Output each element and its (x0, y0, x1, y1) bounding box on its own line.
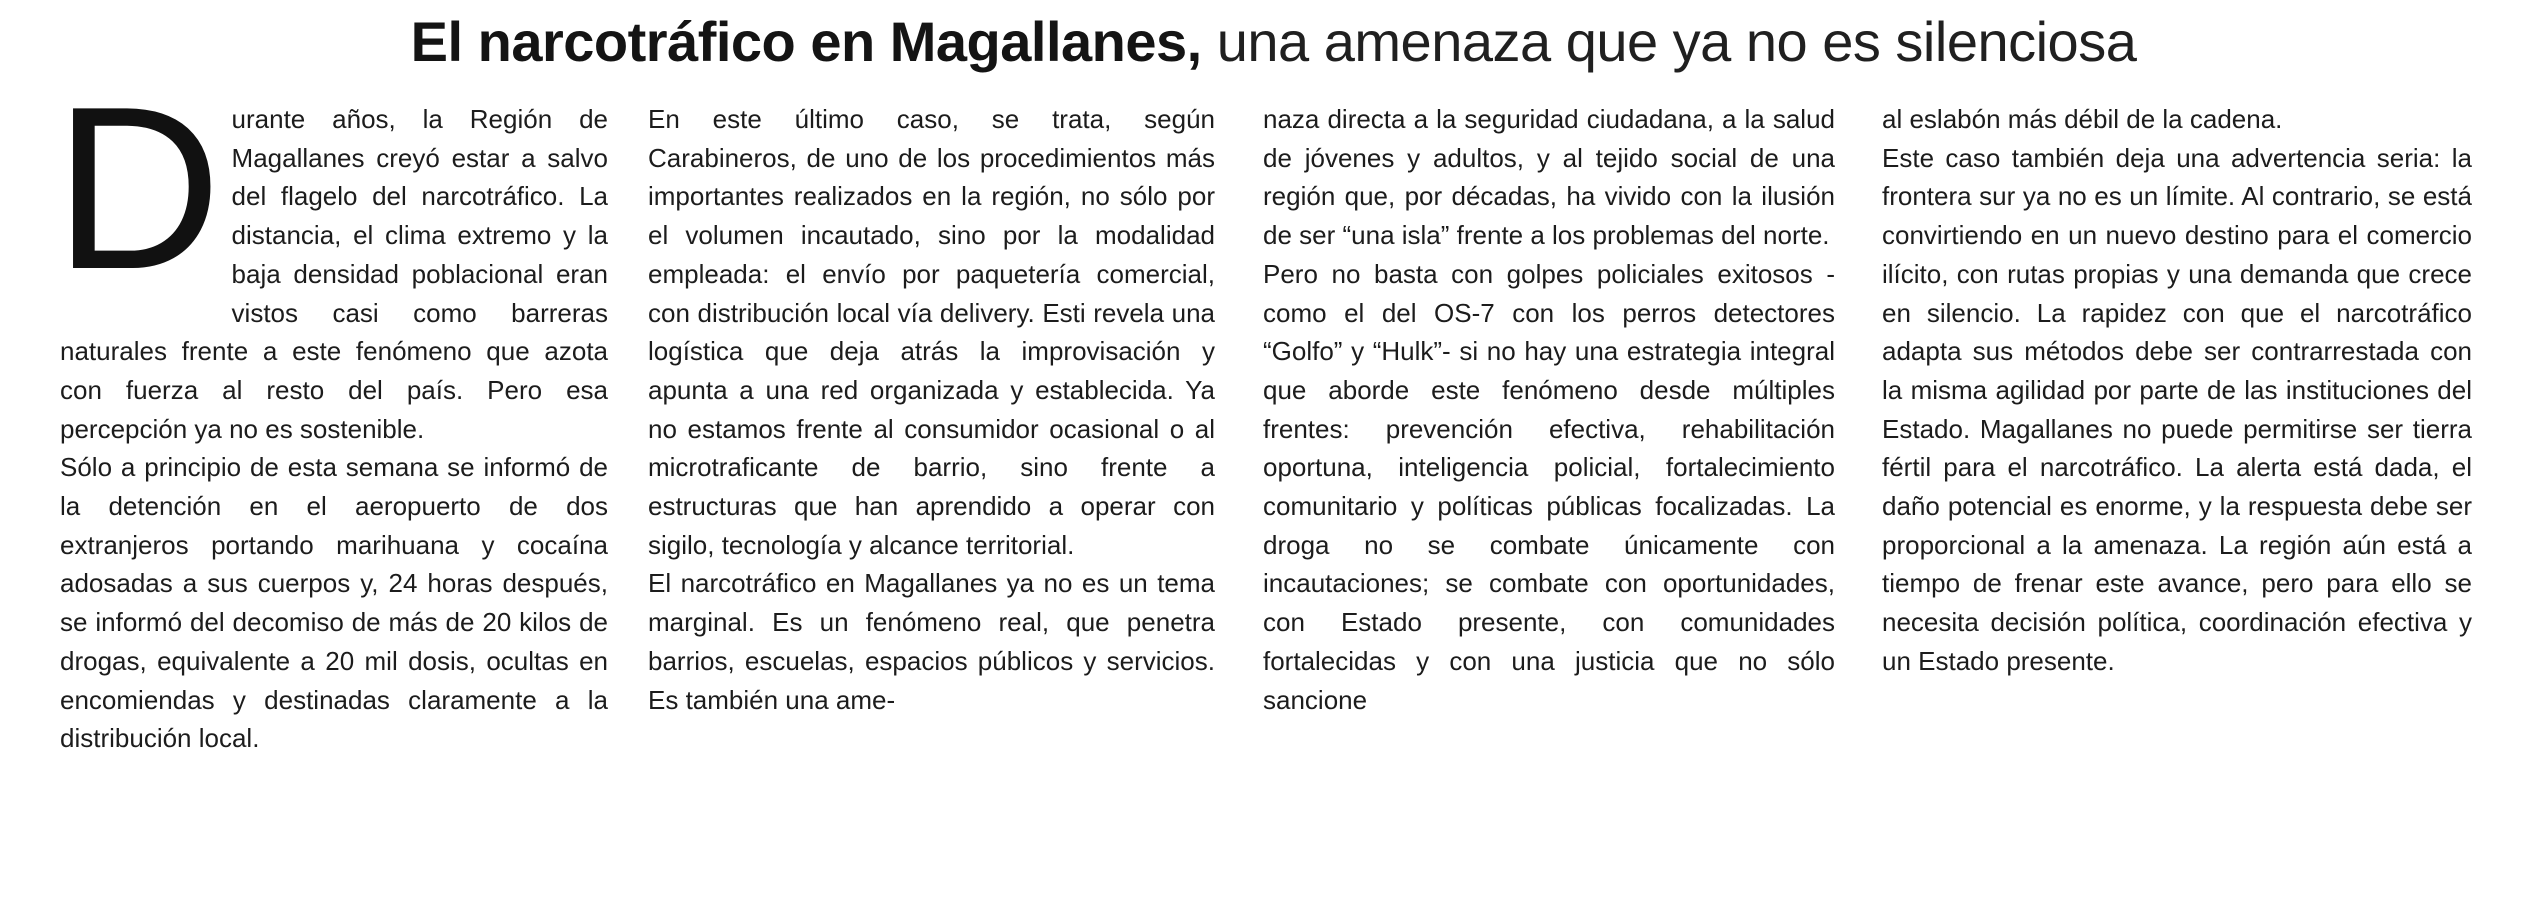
column-1 (54, 59, 608, 900)
paragraph: urante años, la Región de Magallanes creyó estar a salvo del flagelo del narcotráfico. La distancia, el clima extremo y la baja densidad poblacional eran vistos casi como barreras naturales frente a este fenómeno que azota con fuerza al resto del país. Pero esa percepción ya no es sostenible. (60, 104, 608, 444)
paragraph: El narcotráfico en Magallanes ya no es un tema marginal. Es un fenómeno real, que penetra barrios, escuelas, espacios públicos y servicios. Es también una ame- (648, 568, 1215, 715)
drop-cap: D (54, 59, 222, 318)
paragraph: Este caso también deja una advertencia seria: la frontera sur ya no es un límite. Al contrario, se está convirtiendo en un nuevo destino para el comercio ilícito, con rutas propias y una demanda que crece en silencio. La rapidez con que el narcotráfico adapta sus métodos debe ser contrarrestada con la misma agilidad por parte de las instituciones del Estado. Magallanes no puede permitirse ser tierra fértil para el narcotráfico. La alerta está dada, el daño potencial es enorme, y la respuesta debe ser proporcional a la amenaza. La región aún está a tiempo de frenar este avance, pero para ello se necesita decisión política, coordinación efectiva y un Estado presente. (1882, 142, 2472, 676)
headline (0, 6, 2547, 78)
paragraph: En este último caso, se trata, según Carabineros, de uno de los procedimientos más importantes realizados en la región, no sólo por el volumen incautado, sino por la modalidad empleada: el envío por paquetería comercial, con distribución local vía delivery. Esti revela una logística que deja atrás la improvisación y apunta a una red organizada y establecida. Ya no estamos frente al consumidor ocasional o al microtraficante de barrio, sino frente a estructuras que han aprendido a operar con sigilo, tecnología y alcance territorial. (648, 104, 1215, 560)
headline-bold: El narcotráfico en Magallanes, (410, 10, 1202, 73)
column-2 (648, 100, 1215, 900)
paragraph: naza directa a la seguridad ciudadana, a la salud de jóvenes y adultos, y al tejido social de una región que, por décadas, ha vivido con la ilusión de ser “una isla” frente a los problemas del norte. (1263, 104, 1835, 251)
paragraph: Pero no basta con golpes policiales exitosos -como el del OS-7 con los perros detectores “Golfo” y “Hulk”- si no hay una estrategia integral que aborde este fenómeno desde múltiples frentes: prevención efectiva, rehabilitación oportuna, inteligencia policial, fortalecimiento comunitario y políticas públicas focalizadas. La droga no se combate únicamente con incautaciones; se combate con oportunidades, con Estado presente, con comunidades fortalecidas y con una justicia que no sólo sancione (1263, 258, 1835, 715)
headline-light: una amenaza que ya no es silenciosa (1216, 10, 2137, 73)
paragraph: Sólo a principio de esta semana se informó de la detención en el aeropuerto de dos extranjeros portando marihuana y cocaína adosadas a sus cuerpos y, 24 horas después, se informó del decomiso de más de 20 kilos de drogas, equivalente a 20 mil dosis, ocultas en encomiendas y destinadas claramente a la distribución local. (60, 452, 608, 754)
paragraph: al eslabón más débil de la cadena. (1882, 104, 2283, 134)
column-4 (1882, 100, 2472, 900)
column-3 (1263, 100, 1835, 900)
